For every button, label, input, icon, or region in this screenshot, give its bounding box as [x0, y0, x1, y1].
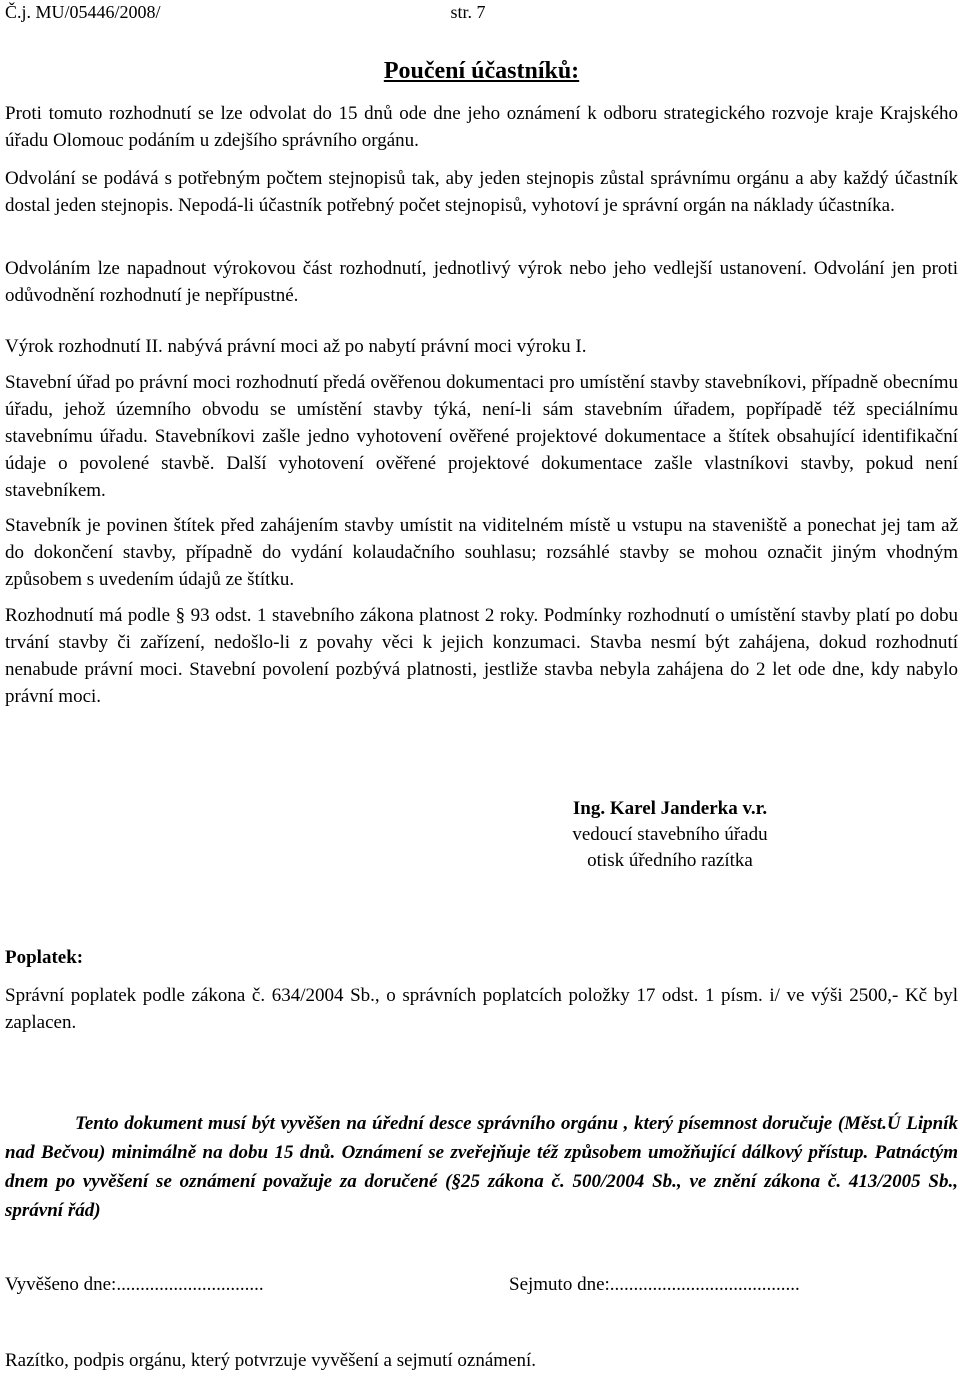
footer-note: Razítko, podpis orgánu, který potvrzuje vyvěšení a sejmutí oznámení.: [5, 1350, 536, 1371]
paragraph-documentation: Stavební úřad po právní moci rozhodnutí předá ověřenou dokumentaci pro umístění stavby stavebníkovi, případně obecnímu úřadu, jehož územního obvodu se umístění stavby týká, není-li sám stavebním úřadem, popřípadě též speciálnímu stavebnímu úřadu. Stavebníkovi zašle jedno vyhotovení ověřené projektové dokumentace a štítek obsahující identifikační údaje o povolené stavbě. Další vyhotovení ověřené projektové dokumentace zašle vlastníkovi stavby, pokud není stavebníkem.: [5, 372, 958, 501]
paragraph-verdict-ii: Výrok rozhodnutí II. nabývá právní moci až po nabytí právní moci výroku I.: [5, 336, 587, 357]
signatory-name: Ing. Karel Janderka v.r.: [572, 798, 768, 819]
fee-heading: Poplatek:: [5, 947, 84, 968]
paragraph-copies: Odvolání se podává s potřebným počtem stejnopisů tak, aby jeden stejnopis zůstal správnímu orgánu a aby každý účastník dostal jeden stejnopis. Nepodá-li účastník potřebný počet stejnopisů, vyhotoví je správní orgán na náklady účastníka.: [5, 168, 958, 216]
signatory-role: vedoucí stavebního úřadu: [572, 824, 768, 845]
page-header: [5, 2, 486, 23]
stamp-note: otisk úředního razítka: [587, 850, 753, 871]
removed-date-field: Sejmuto dne:........................................: [509, 1274, 800, 1295]
reference-number: Č.j. MU/05446/2008/: [5, 2, 161, 22]
posted-date-field: Vyvěšeno dne:...............................: [5, 1274, 264, 1295]
page-number: str. 7: [450, 2, 486, 22]
paragraph-validity: Rozhodnutí má podle § 93 odst. 1 stavebního zákona platnost 2 roky. Podmínky rozhodnutí o umístění stavby platí po dobu trvání stavby či zařízení, nedošlo-li z povahy věci k jejich konzumaci. Stavba nesmí být zahájena, dokud rozhodnutí nenabude právní moci. Stavební povolení pozbývá platnosti, jestliže stavba nebyla zahájena do 2 let ode dne, kdy nabylo právní moci.: [5, 605, 958, 707]
paragraph-appeal-scope: Odvoláním lze napadnout výrokovou část rozhodnutí, jednotlivý výrok nebo jeho vedlejší ustanovení. Odvolání jen proti odůvodnění rozhodnutí je nepřípustné.: [5, 258, 958, 306]
paragraph-label: Stavebník je povinen štítek před zahájením stavby umístit na viditelném místě u vstupu na staveniště a ponechat jej tam až do dokončení stavby, případně do vydání kolaudačního souhlasu; rozsáhlé stavby se mohou označit jiným vhodným způsobem s uvedením údajů ze štítku.: [5, 515, 958, 590]
posting-notice: Tento dokument musí být vyvěšen na úřední desce správního orgánu , který písemnost doručuje (Měst.Ú Lipník nad Bečvou) minimálně na dobu 15 dnů. Oznámení se zveřejňuje též způsobem umožňující dálkový přístup. Patnáctým dnem po vyvěšení se oznámení považuje za doručené (§25 zákona č. 500/2004 Sb., ve znění zákona č. 413/2005 Sb., správní řád): [5, 1113, 958, 1221]
paragraph-appeal: Proti tomuto rozhodnutí se lze odvolat do 15 dnů ode dne jeho oznámení k odboru strategického rozvoje kraje Krajského úřadu Olomouc podáním u zdejšího správního orgánu.: [5, 103, 958, 151]
section-title: Poučení účastníků:: [383, 58, 580, 84]
fee-text: Správní poplatek podle zákona č. 634/2004 Sb., o správních poplatcích položky 17 odst. 1 písm. i/ ve výši 2500,- Kč byl zaplacen.: [5, 985, 958, 1033]
signature-block: [545, 796, 795, 874]
